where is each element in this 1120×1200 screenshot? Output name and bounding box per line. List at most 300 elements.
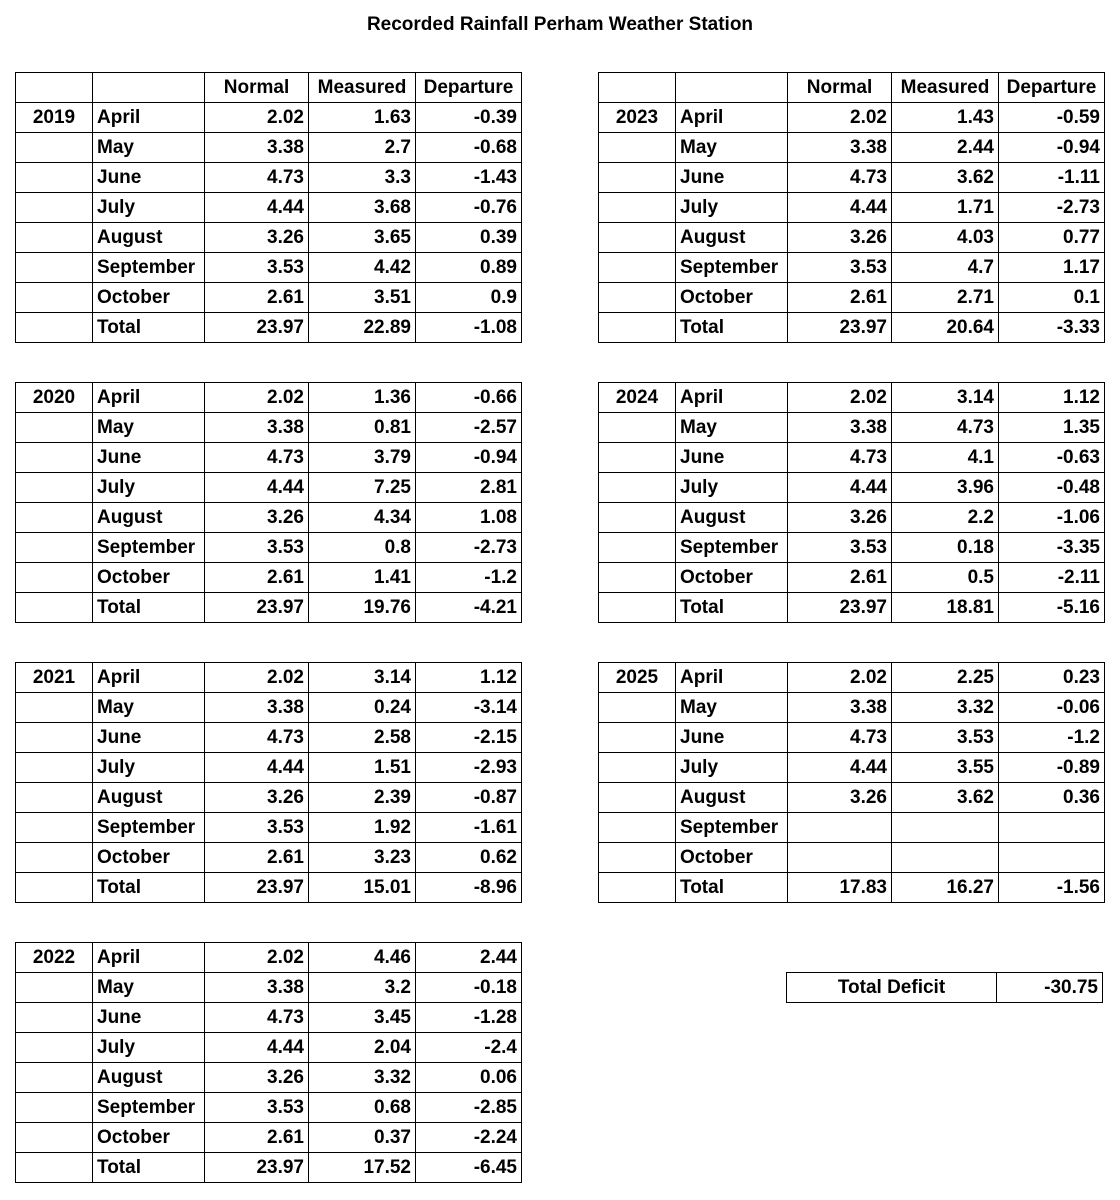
normal-cell: 4.73	[788, 723, 892, 753]
table-row	[599, 163, 1105, 193]
total-deficit-row	[787, 973, 1103, 1003]
year-table-2019	[15, 72, 522, 343]
year-label: 2020	[16, 383, 93, 413]
total-row	[599, 593, 1105, 623]
table-row	[599, 383, 1105, 413]
month-cell: October	[676, 843, 788, 873]
normal-cell: 3.53	[788, 533, 892, 563]
normal-cell: 4.44	[205, 193, 309, 223]
normal-cell	[788, 813, 892, 843]
measured-cell	[892, 843, 999, 873]
total-deficit-value: -30.75	[997, 973, 1103, 1003]
year-blank-cell	[599, 163, 676, 193]
departure-cell: -0.18	[416, 973, 522, 1003]
measured-cell: 3.3	[309, 163, 416, 193]
measured-cell: 16.27	[892, 873, 999, 903]
total-deficit-table	[786, 972, 1103, 1003]
normal-cell: 23.97	[788, 313, 892, 343]
month-cell: Total	[93, 1153, 205, 1183]
month-cell: July	[93, 473, 205, 503]
year-blank-cell	[599, 723, 676, 753]
measured-cell: 3.14	[892, 383, 999, 413]
normal-cell: 3.38	[205, 973, 309, 1003]
year-table-2021	[15, 662, 522, 903]
column-header-normal: Normal	[788, 73, 892, 103]
month-cell: May	[93, 693, 205, 723]
measured-cell: 2.25	[892, 663, 999, 693]
departure-cell: -0.66	[416, 383, 522, 413]
table-row	[16, 473, 522, 503]
normal-cell: 3.26	[205, 1063, 309, 1093]
month-cell: July	[93, 193, 205, 223]
departure-cell: -1.61	[416, 813, 522, 843]
normal-cell: 3.38	[788, 413, 892, 443]
normal-cell: 3.53	[205, 1093, 309, 1123]
month-cell: September	[676, 533, 788, 563]
year-blank-cell	[16, 563, 93, 593]
year-blank-cell	[16, 693, 93, 723]
departure-cell: -1.08	[416, 313, 522, 343]
normal-cell: 4.44	[205, 753, 309, 783]
departure-cell: -1.56	[999, 873, 1105, 903]
month-cell: April	[676, 103, 788, 133]
normal-cell: 4.73	[788, 163, 892, 193]
month-cell: Total	[93, 873, 205, 903]
month-cell: June	[676, 163, 788, 193]
total-row	[16, 873, 522, 903]
measured-cell: 3.51	[309, 283, 416, 313]
table-row	[599, 533, 1105, 563]
measured-cell: 0.8	[309, 533, 416, 563]
header-blank-cell	[93, 73, 205, 103]
total-row	[16, 593, 522, 623]
measured-cell: 1.36	[309, 383, 416, 413]
measured-cell: 3.62	[892, 163, 999, 193]
normal-cell: 2.02	[205, 663, 309, 693]
month-cell: August	[676, 503, 788, 533]
column-header-measured: Measured	[309, 73, 416, 103]
measured-cell: 1.71	[892, 193, 999, 223]
measured-cell: 3.32	[892, 693, 999, 723]
year-label: 2021	[16, 663, 93, 693]
departure-cell: -1.2	[416, 563, 522, 593]
normal-cell: 3.26	[788, 783, 892, 813]
year-blank-cell	[599, 693, 676, 723]
departure-cell: -4.21	[416, 593, 522, 623]
year-table-2020	[15, 382, 522, 623]
year-table-2025	[598, 662, 1105, 903]
year-blank-cell	[16, 473, 93, 503]
year-blank-cell	[16, 313, 93, 343]
year-blank-cell	[599, 473, 676, 503]
normal-cell: 3.38	[205, 693, 309, 723]
month-cell: Total	[676, 313, 788, 343]
measured-cell: 1.92	[309, 813, 416, 843]
table-row	[16, 533, 522, 563]
measured-cell: 0.18	[892, 533, 999, 563]
year-blank-cell	[16, 1033, 93, 1063]
departure-cell: -3.33	[999, 313, 1105, 343]
departure-cell: -2.15	[416, 723, 522, 753]
table-row	[16, 843, 522, 873]
normal-cell: 3.38	[205, 133, 309, 163]
departure-cell: 0.9	[416, 283, 522, 313]
year-blank-cell	[16, 413, 93, 443]
departure-cell: -2.73	[999, 193, 1105, 223]
departure-cell: -0.48	[999, 473, 1105, 503]
measured-cell: 0.24	[309, 693, 416, 723]
departure-cell: -0.76	[416, 193, 522, 223]
month-cell: May	[93, 973, 205, 1003]
departure-cell: 1.12	[416, 663, 522, 693]
measured-cell: 15.01	[309, 873, 416, 903]
measured-cell: 4.1	[892, 443, 999, 473]
departure-cell: -3.14	[416, 693, 522, 723]
month-cell: April	[93, 663, 205, 693]
measured-cell: 3.53	[892, 723, 999, 753]
table-row	[16, 753, 522, 783]
measured-cell: 2.04	[309, 1033, 416, 1063]
table-row	[16, 1093, 522, 1123]
departure-cell: -2.93	[416, 753, 522, 783]
year-blank-cell	[16, 1003, 93, 1033]
table-row	[599, 253, 1105, 283]
month-cell: June	[676, 723, 788, 753]
table-row	[599, 663, 1105, 693]
year-blank-cell	[599, 253, 676, 283]
year-table-2023	[598, 72, 1105, 343]
measured-cell: 0.68	[309, 1093, 416, 1123]
measured-cell: 18.81	[892, 593, 999, 623]
measured-cell: 20.64	[892, 313, 999, 343]
column-header-normal: Normal	[205, 73, 309, 103]
year-blank-cell	[16, 873, 93, 903]
departure-cell: -8.96	[416, 873, 522, 903]
departure-cell: -2.57	[416, 413, 522, 443]
year-blank-cell	[599, 503, 676, 533]
table-row	[599, 103, 1105, 133]
year-blank-cell	[599, 413, 676, 443]
measured-cell: 1.63	[309, 103, 416, 133]
measured-cell: 2.44	[892, 133, 999, 163]
total-row	[599, 313, 1105, 343]
month-cell: Total	[676, 873, 788, 903]
departure-cell	[999, 843, 1105, 873]
year-blank-cell	[16, 533, 93, 563]
normal-cell: 3.53	[205, 813, 309, 843]
normal-cell: 2.02	[205, 383, 309, 413]
month-cell: April	[93, 383, 205, 413]
measured-cell: 3.79	[309, 443, 416, 473]
normal-cell: 4.44	[788, 473, 892, 503]
year-blank-cell	[599, 813, 676, 843]
column-header-departure: Departure	[416, 73, 522, 103]
measured-cell: 1.43	[892, 103, 999, 133]
table-row	[599, 223, 1105, 253]
departure-cell: -0.59	[999, 103, 1105, 133]
month-cell: October	[676, 563, 788, 593]
normal-cell: 2.02	[788, 663, 892, 693]
departure-cell: 0.36	[999, 783, 1105, 813]
month-cell: July	[93, 753, 205, 783]
departure-cell: -2.85	[416, 1093, 522, 1123]
departure-cell: -2.11	[999, 563, 1105, 593]
normal-cell: 2.02	[788, 383, 892, 413]
year-blank-cell	[599, 133, 676, 163]
table-row	[16, 443, 522, 473]
total-row	[16, 1153, 522, 1183]
month-cell: May	[676, 693, 788, 723]
year-blank-cell	[599, 283, 676, 313]
month-cell: October	[93, 283, 205, 313]
departure-cell: -1.11	[999, 163, 1105, 193]
measured-cell: 3.65	[309, 223, 416, 253]
month-cell: August	[93, 503, 205, 533]
normal-cell	[788, 843, 892, 873]
month-cell: June	[93, 443, 205, 473]
month-cell: July	[676, 753, 788, 783]
departure-cell: -0.94	[416, 443, 522, 473]
year-blank-cell	[599, 443, 676, 473]
header-blank-cell	[676, 73, 788, 103]
year-blank-cell	[599, 593, 676, 623]
total-row	[16, 313, 522, 343]
table-row	[599, 443, 1105, 473]
departure-cell: 0.39	[416, 223, 522, 253]
normal-cell: 3.26	[205, 503, 309, 533]
year-label: 2019	[16, 103, 93, 133]
normal-cell: 3.53	[205, 253, 309, 283]
table-row	[16, 413, 522, 443]
measured-cell: 2.39	[309, 783, 416, 813]
normal-cell: 4.44	[788, 753, 892, 783]
month-cell: September	[93, 1093, 205, 1123]
measured-cell: 2.7	[309, 133, 416, 163]
year-blank-cell	[16, 283, 93, 313]
departure-cell: 0.77	[999, 223, 1105, 253]
normal-cell: 2.61	[205, 283, 309, 313]
departure-cell: -0.06	[999, 693, 1105, 723]
departure-cell: -2.4	[416, 1033, 522, 1063]
measured-cell: 3.45	[309, 1003, 416, 1033]
month-cell: October	[93, 1123, 205, 1153]
year-blank-cell	[16, 1123, 93, 1153]
measured-cell: 4.46	[309, 943, 416, 973]
table-row	[599, 783, 1105, 813]
month-cell: October	[676, 283, 788, 313]
table-row	[16, 193, 522, 223]
month-cell: June	[93, 1003, 205, 1033]
header-row	[16, 73, 522, 103]
measured-cell: 4.34	[309, 503, 416, 533]
normal-cell: 3.26	[788, 503, 892, 533]
year-blank-cell	[16, 443, 93, 473]
normal-cell: 23.97	[205, 873, 309, 903]
table-row	[599, 503, 1105, 533]
table-row	[16, 973, 522, 1003]
total-row	[599, 873, 1105, 903]
measured-cell: 2.71	[892, 283, 999, 313]
normal-cell: 3.26	[205, 223, 309, 253]
month-cell: July	[676, 473, 788, 503]
measured-cell: 4.73	[892, 413, 999, 443]
measured-cell: 4.03	[892, 223, 999, 253]
measured-cell: 0.81	[309, 413, 416, 443]
normal-cell: 4.44	[205, 1033, 309, 1063]
month-cell: April	[676, 663, 788, 693]
table-row	[16, 253, 522, 283]
table-row	[599, 723, 1105, 753]
departure-cell: -3.35	[999, 533, 1105, 563]
header-blank-cell	[599, 73, 676, 103]
measured-cell	[892, 813, 999, 843]
departure-cell: -2.73	[416, 533, 522, 563]
departure-cell: -6.45	[416, 1153, 522, 1183]
table-row	[599, 473, 1105, 503]
departure-cell	[999, 813, 1105, 843]
table-row	[16, 163, 522, 193]
normal-cell: 2.02	[205, 103, 309, 133]
month-cell: April	[93, 943, 205, 973]
month-cell: June	[93, 163, 205, 193]
departure-cell: 0.1	[999, 283, 1105, 313]
normal-cell: 4.73	[205, 163, 309, 193]
month-cell: June	[676, 443, 788, 473]
table-row	[599, 813, 1105, 843]
measured-cell: 0.37	[309, 1123, 416, 1153]
measured-cell: 4.42	[309, 253, 416, 283]
year-blank-cell	[599, 843, 676, 873]
departure-cell: -5.16	[999, 593, 1105, 623]
year-table-2022	[15, 942, 522, 1183]
year-blank-cell	[16, 193, 93, 223]
normal-cell: 3.38	[788, 693, 892, 723]
year-blank-cell	[16, 753, 93, 783]
year-label: 2025	[599, 663, 676, 693]
month-cell: August	[93, 223, 205, 253]
measured-cell: 7.25	[309, 473, 416, 503]
normal-cell: 2.61	[788, 283, 892, 313]
departure-cell: 1.35	[999, 413, 1105, 443]
column-header-measured: Measured	[892, 73, 999, 103]
measured-cell: 1.41	[309, 563, 416, 593]
year-blank-cell	[599, 563, 676, 593]
month-cell: September	[676, 813, 788, 843]
measured-cell: 2.58	[309, 723, 416, 753]
table-row	[16, 503, 522, 533]
normal-cell: 2.02	[205, 943, 309, 973]
departure-cell: 0.23	[999, 663, 1105, 693]
month-cell: August	[676, 223, 788, 253]
month-cell: April	[676, 383, 788, 413]
measured-cell: 3.2	[309, 973, 416, 1003]
normal-cell: 2.02	[788, 103, 892, 133]
departure-cell: -0.68	[416, 133, 522, 163]
year-blank-cell	[599, 313, 676, 343]
departure-cell: -0.87	[416, 783, 522, 813]
table-row	[16, 783, 522, 813]
year-blank-cell	[16, 163, 93, 193]
measured-cell: 3.23	[309, 843, 416, 873]
departure-cell: -0.89	[999, 753, 1105, 783]
normal-cell: 4.73	[205, 1003, 309, 1033]
normal-cell: 23.97	[205, 1153, 309, 1183]
month-cell: May	[676, 133, 788, 163]
departure-cell: -0.63	[999, 443, 1105, 473]
normal-cell: 3.38	[205, 413, 309, 443]
year-blank-cell	[16, 223, 93, 253]
departure-cell: -1.06	[999, 503, 1105, 533]
year-blank-cell	[16, 813, 93, 843]
table-row	[16, 943, 522, 973]
departure-cell: 1.12	[999, 383, 1105, 413]
year-blank-cell	[16, 723, 93, 753]
normal-cell: 3.26	[205, 783, 309, 813]
measured-cell: 1.51	[309, 753, 416, 783]
departure-cell: 2.44	[416, 943, 522, 973]
table-row	[16, 1003, 522, 1033]
table-row	[599, 693, 1105, 723]
table-row	[16, 1123, 522, 1153]
measured-cell: 22.89	[309, 313, 416, 343]
table-row	[16, 663, 522, 693]
table-row	[16, 1033, 522, 1063]
measured-cell: 3.14	[309, 663, 416, 693]
normal-cell: 3.26	[788, 223, 892, 253]
table-row	[599, 563, 1105, 593]
normal-cell: 2.61	[788, 563, 892, 593]
year-blank-cell	[16, 1063, 93, 1093]
month-cell: August	[93, 1063, 205, 1093]
departure-cell: -1.28	[416, 1003, 522, 1033]
total-deficit-label: Total Deficit	[787, 973, 997, 1003]
normal-cell: 2.61	[205, 843, 309, 873]
normal-cell: 3.53	[205, 533, 309, 563]
year-blank-cell	[16, 503, 93, 533]
month-cell: April	[93, 103, 205, 133]
month-cell: July	[93, 1033, 205, 1063]
measured-cell: 17.52	[309, 1153, 416, 1183]
departure-cell: -0.39	[416, 103, 522, 133]
table-row	[599, 753, 1105, 783]
table-row	[16, 563, 522, 593]
measured-cell: 3.62	[892, 783, 999, 813]
month-cell: May	[93, 133, 205, 163]
header-blank-cell	[16, 73, 93, 103]
month-cell: Total	[93, 593, 205, 623]
measured-cell: 3.55	[892, 753, 999, 783]
year-label: 2024	[599, 383, 676, 413]
normal-cell: 4.73	[205, 443, 309, 473]
table-row	[599, 193, 1105, 223]
year-blank-cell	[599, 783, 676, 813]
normal-cell: 23.97	[788, 593, 892, 623]
month-cell: October	[93, 563, 205, 593]
year-blank-cell	[16, 1093, 93, 1123]
departure-cell: 2.81	[416, 473, 522, 503]
normal-cell: 4.73	[788, 443, 892, 473]
year-blank-cell	[599, 873, 676, 903]
normal-cell: 4.73	[205, 723, 309, 753]
table-row	[16, 223, 522, 253]
month-cell: August	[93, 783, 205, 813]
table-row	[599, 843, 1105, 873]
table-row	[16, 1063, 522, 1093]
table-row	[599, 133, 1105, 163]
month-cell: July	[676, 193, 788, 223]
departure-cell: -2.24	[416, 1123, 522, 1153]
table-row	[599, 283, 1105, 313]
